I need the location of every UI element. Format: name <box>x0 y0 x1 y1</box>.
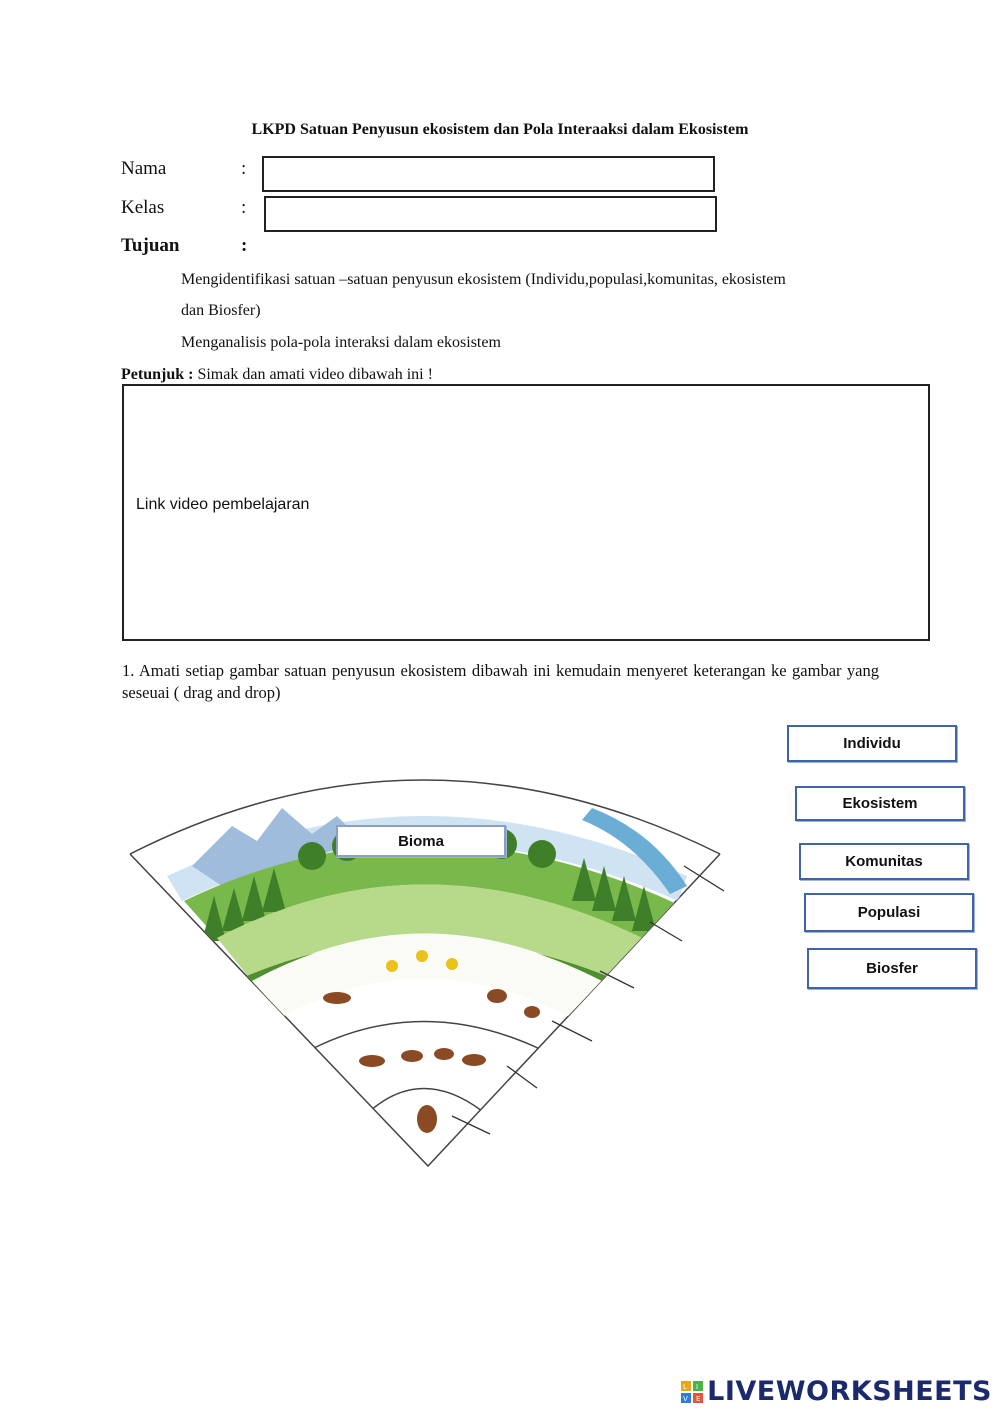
class-input[interactable] <box>264 196 717 232</box>
class-label: Kelas <box>121 197 165 218</box>
instruction-text: Simak dan amati video dibawah ini ! <box>193 366 433 383</box>
name-colon: : <box>241 158 247 179</box>
name-label: Nama <box>121 158 167 179</box>
liveworksheets-logo-icon <box>681 1381 703 1403</box>
drag-label-individu[interactable]: Individu <box>787 725 957 762</box>
liveworksheets-logo-text: LIVEWORKSHEETS <box>707 1376 992 1407</box>
drag-label-ekosistem[interactable]: Ekosistem <box>795 786 965 821</box>
question-1: 1. Amati setiap gambar satuan penyusun ekosistem dibawah ini kemudain menyeret keterangan ke gambar yang seseuai ( drag and drop) <box>122 661 879 702</box>
drag-label-populasi[interactable]: Populasi <box>804 893 974 932</box>
population-arc <box>312 1022 540 1050</box>
placed-label-bioma: Bioma <box>336 825 506 857</box>
individual-animal <box>417 1105 437 1133</box>
drag-label-komunitas[interactable]: Komunitas <box>799 843 969 880</box>
objective-label: Tujuan <box>121 235 180 256</box>
community-animals <box>323 989 540 1018</box>
video-link[interactable]: Link video pembelajaran <box>136 496 310 513</box>
name-input[interactable] <box>262 156 715 192</box>
objective-line-2: dan Biosfer) <box>181 302 261 319</box>
objective-colon: : <box>241 235 248 256</box>
logo-cell-1: L <box>683 1382 688 1391</box>
population-animals <box>359 1048 486 1067</box>
logo-cell-2: I <box>696 1382 699 1391</box>
drag-label-biosfer[interactable]: Biosfer <box>807 948 977 989</box>
logo-cell-4: E <box>696 1394 701 1403</box>
video-box[interactable] <box>122 384 930 641</box>
objective-line-3: Menganalisis pola-pola interaksi dalam ekosistem <box>181 334 501 351</box>
ecosystem-levels-diagram <box>122 716 782 1176</box>
page-title: LKPD Satuan Penyusun ekosistem dan Pola Interaaksi dalam Ekosistem <box>251 121 749 138</box>
instruction <box>121 366 433 384</box>
instruction-label: Petunjuk : <box>121 366 194 383</box>
class-colon: : <box>241 197 247 218</box>
logo-cell-3: V <box>683 1394 688 1403</box>
objective-line-1: Mengidentifikasi satuan –satuan penyusun ekosistem (Individu,populasi,komunitas, ekosistem <box>181 271 786 288</box>
liveworksheets-logo <box>681 1376 992 1407</box>
